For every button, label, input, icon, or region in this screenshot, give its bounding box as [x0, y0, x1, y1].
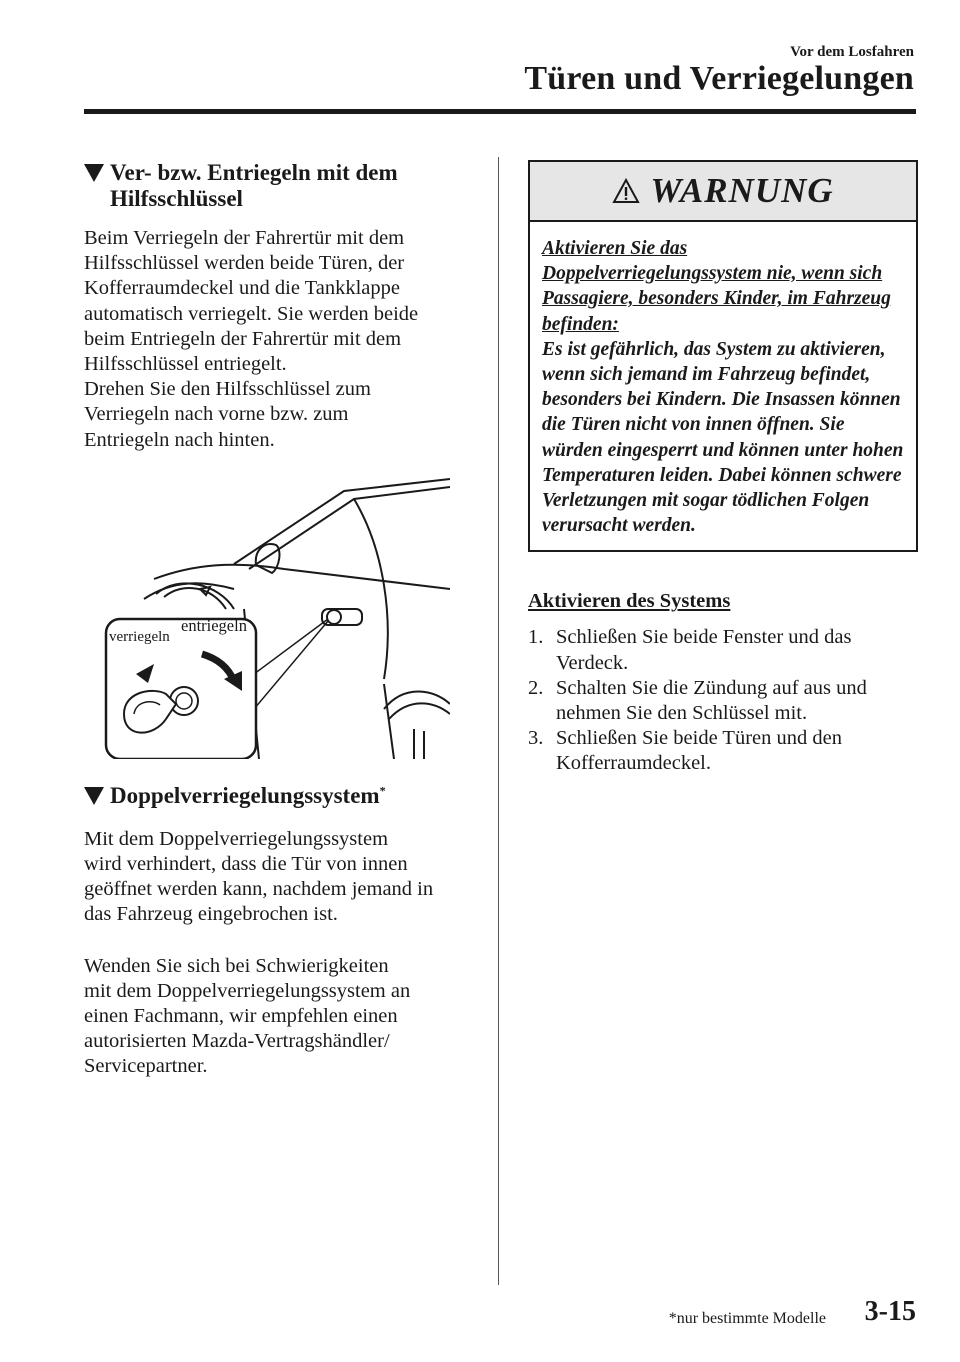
warning-body — [530, 222, 916, 550]
right-column — [528, 160, 918, 777]
heading-line-2: Hilfsschlüssel — [110, 186, 243, 211]
heading-line-1: Ver- bzw. Entriegeln mit dem — [110, 160, 398, 185]
warning-lead: Aktivieren Sie das Doppelverriegelungssystem nie, wenn sich Passagiere, besonders Kinder, im Fahrzeug befinden: — [542, 238, 891, 335]
warning-text: Es ist gefährlich, das System zu aktivieren, wenn sich jemand im Fahrzeug befindet, besonders bei Kindern. Die Insassen können die Türen nicht von innen öffnen. Sie würden eingesperrt und können unter hohen Temperaturen leiden. Dabei können schwere Verletzungen mit sogar tödlichen Folgen verursacht werden. — [542, 338, 904, 537]
footnote: *nur bestimmte Modelle — [668, 1310, 826, 1327]
heading-text: Doppelverriegelungssystem — [110, 782, 380, 808]
warning-title: WARNUNG — [650, 171, 834, 210]
warning-header — [530, 162, 916, 222]
warning-box — [528, 160, 918, 552]
activation-heading: Aktivieren des Systems — [528, 590, 731, 613]
car-door-drawing — [84, 469, 450, 759]
list-item: 2. Schalten Sie die Zündung auf aus und nehmen Sie den Schlüssel mit. — [528, 676, 867, 725]
label-lock: verriegeln — [109, 628, 170, 645]
left-column — [84, 160, 474, 1080]
chapter-label: Vor dem Losfahren — [790, 44, 914, 60]
list-item: 3. Schließen Sie beide Türen und den Kofferraumdeckel. — [528, 727, 842, 775]
activation-steps — [528, 625, 918, 776]
header-rule — [84, 109, 916, 114]
triangle-bullet-icon — [84, 787, 104, 805]
page-number: 3-15 — [864, 1296, 916, 1327]
label-unlock: entriegeln — [181, 615, 247, 635]
paragraph-auxiliary-key: Beim Verriegeln der Fahrertür mit dem Hilfsschlüssel werden beide Türen, der Kofferraumdeckel und die Tankklappe automatisch verriegelt. Sie werden beide beim Entriegeln der Fahrertür mit dem Hilfsschlüssel entriegelt. Drehen Sie den Hilfsschlüssel zum Verriegeln nach vorne bzw. zum Entriegeln nach hinten. — [84, 227, 419, 451]
triangle-bullet-icon — [84, 164, 104, 182]
section-heading-double-lock — [84, 783, 474, 809]
door-key-illustration — [84, 469, 450, 759]
section-heading-auxiliary-key — [84, 160, 474, 212]
warning-triangle-icon — [612, 178, 640, 204]
page-title: Türen und Verriegelungen — [524, 60, 914, 97]
column-divider — [498, 157, 499, 1285]
list-item: 1. Schließen Sie beide Fenster und das Verdeck. — [528, 626, 852, 674]
footnote-marker: * — [379, 783, 386, 798]
paragraph-double-lock: Mit dem Doppelverriegelungssystem wird verhindert, dass die Tür von innen geöffnet werden kann, nachdem jemand in das Fahrzeug eingebrochen ist. — [84, 827, 434, 926]
paragraph-contact-dealer: Wenden Sie sich bei Schwierigkeiten mit dem Doppelverriegelungssystem an einen Fachmann, wir empfehlen einen autorisierten Mazda-Vertragshändler/ Servicepartner. — [84, 954, 411, 1078]
